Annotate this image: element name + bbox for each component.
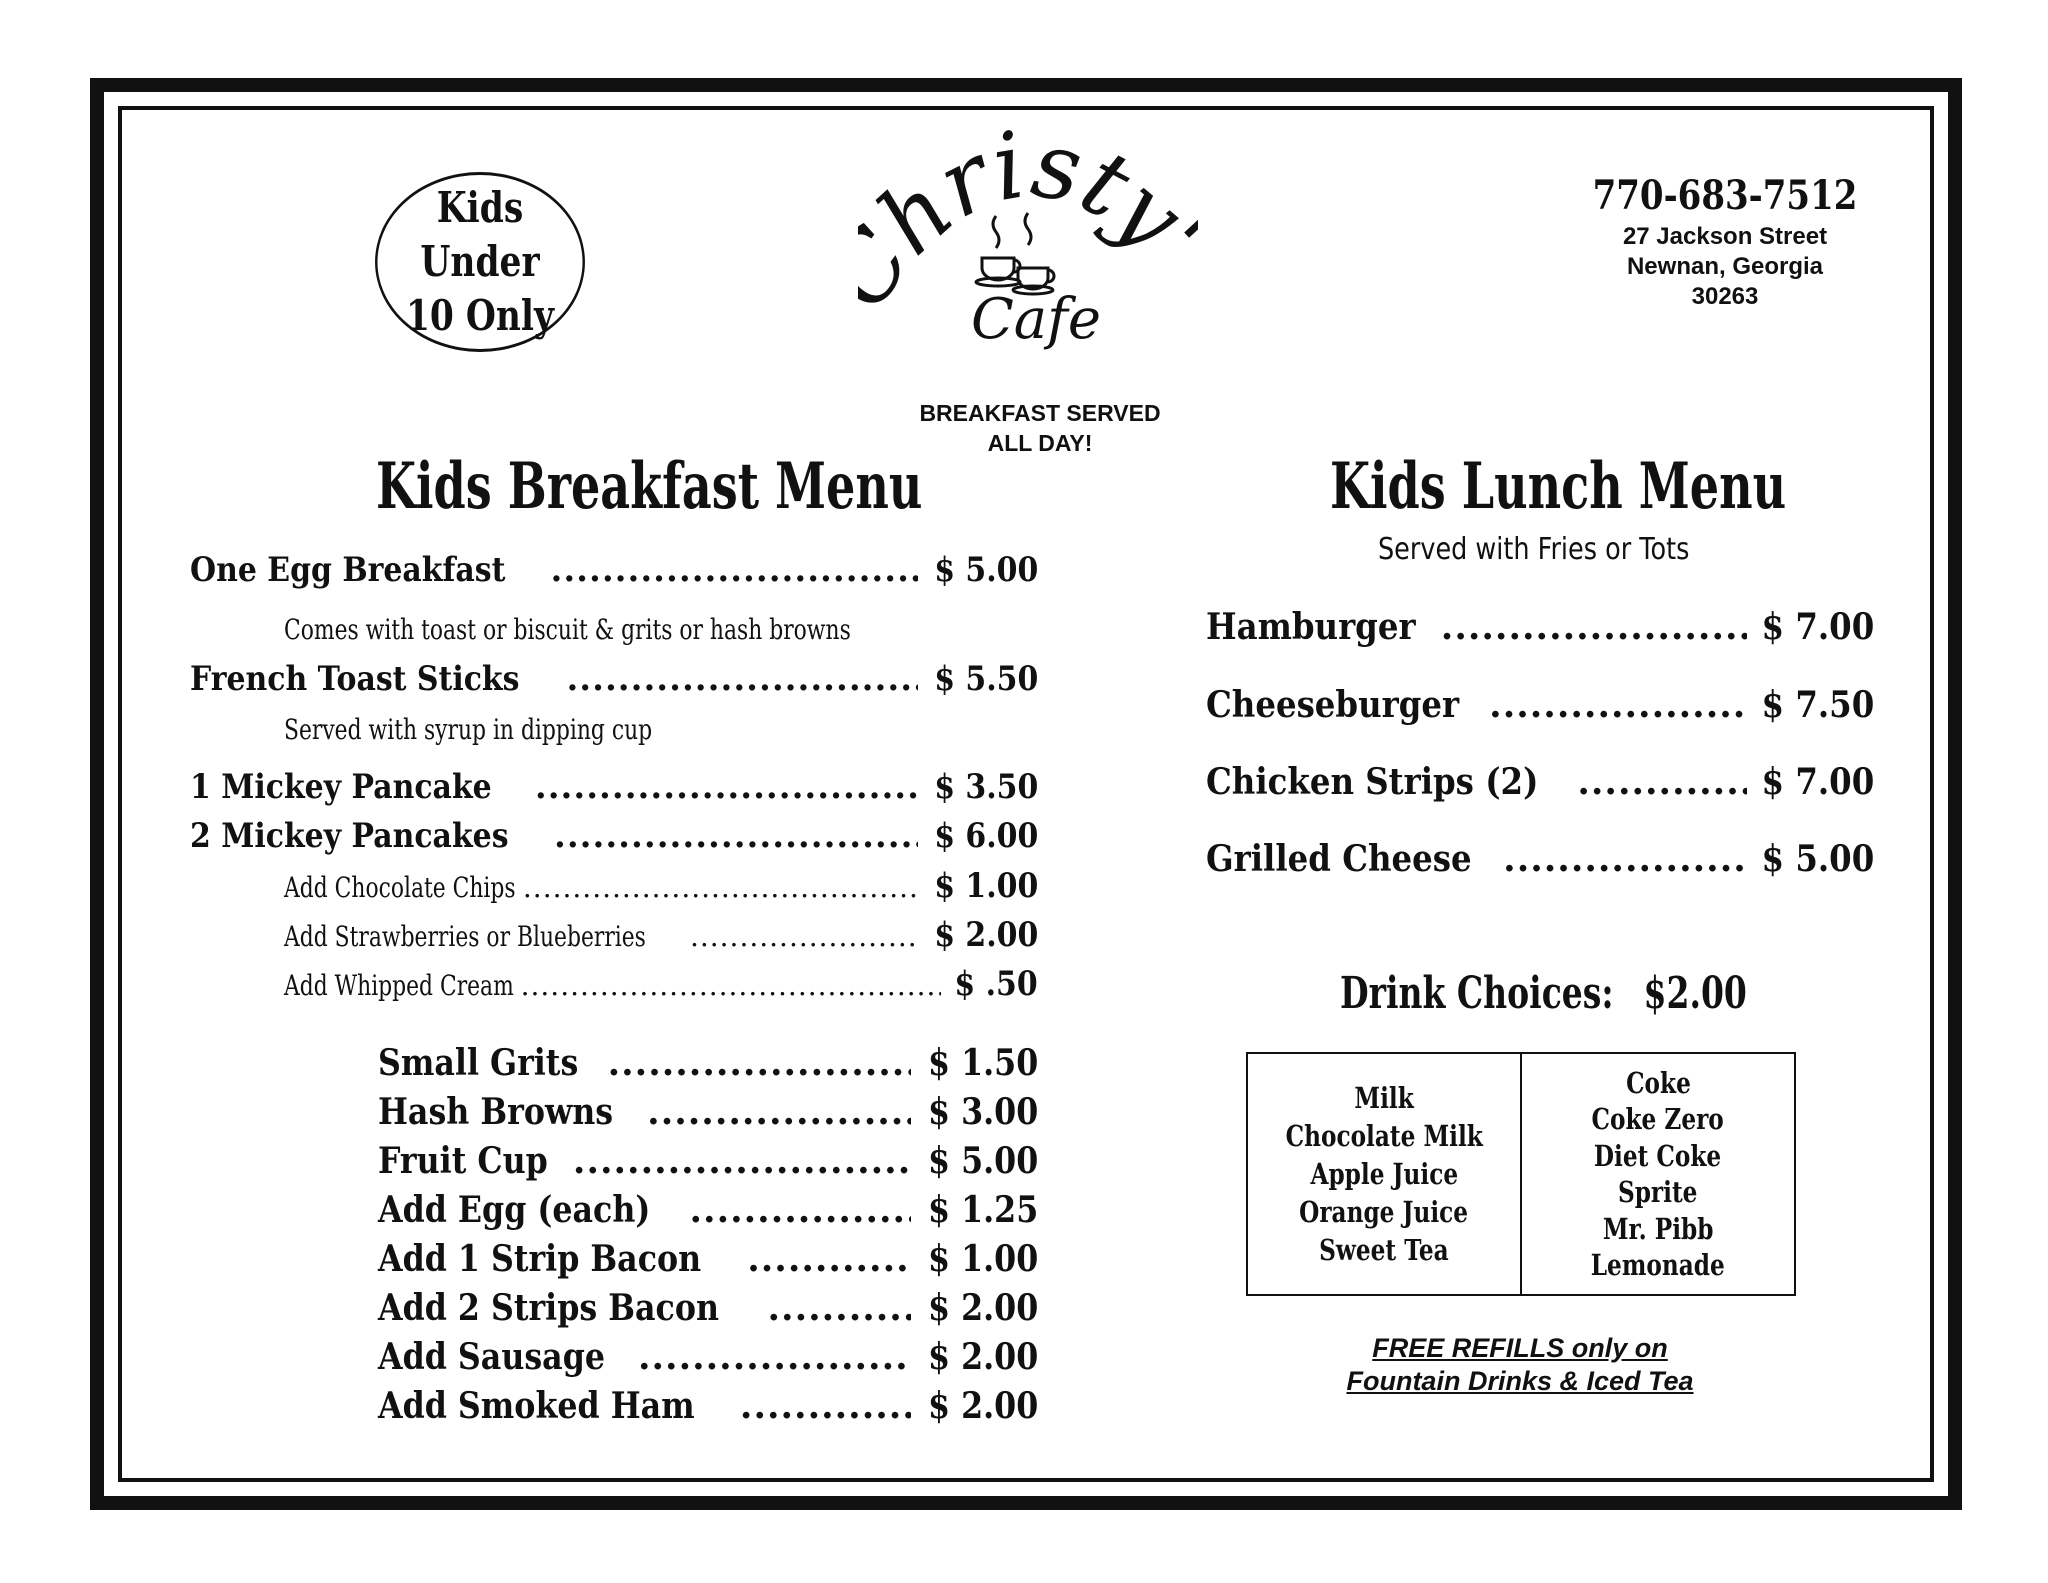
drink-item: Chocolate Milk <box>1285 1119 1483 1153</box>
side-price: $ 2.00 <box>927 1385 1038 1427</box>
leader-dots <box>521 969 942 1002</box>
drink-list-box <box>1246 1052 1796 1296</box>
addon-name: Add Whipped Cream <box>284 969 514 1002</box>
item-note: Served with syrup in dipping cup <box>284 713 653 746</box>
drink-column-right <box>1522 1054 1794 1294</box>
drink-item: Diet Coke <box>1594 1138 1722 1173</box>
drink-item: Lemonade <box>1590 1248 1725 1282</box>
side-item <box>378 1287 1038 1335</box>
leader-dots <box>768 1287 911 1329</box>
age-badge <box>375 172 585 352</box>
item-price: $ 3.50 <box>933 767 1038 807</box>
side-item <box>378 1189 1038 1237</box>
logo-name: hristy <box>858 120 1198 276</box>
lunch-item <box>1206 838 1874 886</box>
drink-item: Coke <box>1625 1065 1691 1100</box>
leader-dots <box>608 1042 911 1084</box>
item-price: $ 5.00 <box>1761 838 1874 880</box>
drink-item: Milk <box>1354 1081 1414 1115</box>
side-name: Add Sausage <box>378 1336 606 1378</box>
lunch-item <box>1206 606 1874 654</box>
item-name: 2 Mickey Pancakes <box>190 816 509 856</box>
item-name: Chicken Strips (2) <box>1206 761 1539 803</box>
item-price: $ 5.50 <box>933 659 1038 699</box>
item-price: $ 6.00 <box>933 816 1038 856</box>
item-name: Cheeseburger <box>1206 684 1460 726</box>
side-price: $ 1.25 <box>927 1189 1038 1231</box>
refills-line2: Fountain Drinks & Iced Tea <box>1346 1366 1694 1396</box>
side-item <box>378 1140 1038 1188</box>
item-name: Grilled Cheese <box>1206 838 1472 880</box>
item-name: One Egg Breakfast <box>190 550 506 590</box>
side-item <box>378 1336 1038 1384</box>
lunch-menu-title: Kids Lunch Menu <box>1330 449 1787 524</box>
side-price: $ 1.00 <box>927 1238 1038 1280</box>
breakfast-item <box>190 659 1038 703</box>
side-name: Add Smoked Ham <box>378 1385 695 1427</box>
phone-number: 770-683-7512 <box>1592 172 1858 219</box>
side-name: Fruit Cup <box>378 1140 548 1182</box>
street-address: 27 Jackson Street <box>1622 223 1828 250</box>
age-badge-line2: 10 Only <box>405 291 555 340</box>
item-note: Comes with toast or biscuit & grits or hash browns <box>284 613 851 646</box>
breakfast-item <box>190 550 1038 594</box>
side-item <box>378 1042 1038 1090</box>
breakfast-item <box>190 767 1038 811</box>
leader-dots <box>638 1336 911 1378</box>
item-price: $ 7.00 <box>1761 606 1874 648</box>
breakfast-menu-title: Kids Breakfast Menu <box>376 449 923 524</box>
side-name: Add 1 Strip Bacon <box>378 1238 702 1280</box>
drink-item: Coke Zero <box>1591 1102 1725 1136</box>
leader-dots <box>573 1140 911 1182</box>
leader-dots <box>647 1091 911 1133</box>
drink-item: Sweet Tea <box>1319 1233 1449 1267</box>
leader-dots <box>1577 761 1746 803</box>
side-price: $ 2.00 <box>927 1287 1038 1329</box>
leader-dots <box>690 920 918 953</box>
drink-item: Orange Juice <box>1299 1195 1469 1229</box>
zip-code: 30263 <box>1691 283 1759 310</box>
item-name: Hamburger <box>1206 606 1416 648</box>
addon-name: Add Chocolate Chips <box>284 871 516 904</box>
drink-choices-title: Drink Choices: <box>1340 968 1614 1019</box>
side-price: $ 3.00 <box>927 1091 1038 1133</box>
breakfast-served-note <box>880 398 1200 458</box>
drink-column-left <box>1248 1054 1522 1294</box>
side-name: Small Grits <box>378 1042 579 1084</box>
side-price: $ 2.00 <box>927 1336 1038 1378</box>
addon-price: $ .50 <box>954 964 1038 1004</box>
side-item <box>378 1091 1038 1139</box>
leader-dots <box>1503 838 1747 880</box>
city-state: Newnan, Georgia <box>1626 253 1824 280</box>
drink-item: Apple Juice <box>1310 1157 1458 1191</box>
item-name: 1 Mickey Pancake <box>190 767 492 807</box>
side-name: Add Egg (each) <box>378 1189 651 1231</box>
drink-choices-heading <box>1340 966 1747 1022</box>
item-price: $ 7.50 <box>1761 684 1874 726</box>
contact-block <box>1560 170 1890 312</box>
side-price: $ 5.00 <box>927 1140 1038 1182</box>
item-price: $ 7.00 <box>1761 761 1874 803</box>
drink-item: Mr. Pibb <box>1602 1211 1714 1246</box>
side-price: $ 1.50 <box>927 1042 1038 1084</box>
leader-dots <box>1441 606 1747 648</box>
leader-dots <box>1489 684 1747 726</box>
side-item <box>378 1238 1038 1286</box>
leader-dots <box>535 767 918 807</box>
refills-line1: FREE REFILLS only on <box>1372 1333 1668 1363</box>
lunch-subtitle: Served with Fries or Tots <box>1378 532 1690 567</box>
leader-dots <box>747 1238 911 1280</box>
lunch-item <box>1206 761 1874 809</box>
free-refills-note <box>1300 1332 1740 1398</box>
leader-dots <box>554 816 918 856</box>
side-name: Hash Browns <box>378 1091 614 1133</box>
age-badge-line1: Kids Under <box>420 183 540 286</box>
breakfast-served-line1: BREAKFAST SERVED <box>919 400 1161 426</box>
leader-dots <box>523 871 918 904</box>
drink-item: Sprite <box>1618 1175 1698 1209</box>
addon-price: $ 2.00 <box>933 915 1038 955</box>
item-price: $ 5.00 <box>933 550 1038 590</box>
cafe-logo <box>858 120 1198 370</box>
breakfast-served-line2: ALL DAY! <box>987 430 1093 456</box>
drink-price: $2.00 <box>1643 968 1747 1019</box>
leader-dots <box>550 550 917 590</box>
breakfast-item <box>190 816 1038 860</box>
logo-sub: Cafe <box>970 287 1102 352</box>
addon-item <box>284 964 1038 1004</box>
leader-dots <box>690 1189 911 1231</box>
leader-dots <box>740 1385 911 1427</box>
leader-dots <box>566 659 917 699</box>
addon-item <box>284 866 1038 906</box>
item-name: French Toast Sticks <box>190 659 520 699</box>
lunch-item <box>1206 684 1874 732</box>
side-name: Add 2 Strips Bacon <box>378 1287 719 1329</box>
side-item <box>378 1385 1038 1433</box>
logo-graphic <box>858 120 1198 370</box>
addon-item <box>284 915 1038 955</box>
addon-name: Add Strawberries or Blueberries <box>284 920 646 953</box>
addon-price: $ 1.00 <box>933 866 1038 906</box>
